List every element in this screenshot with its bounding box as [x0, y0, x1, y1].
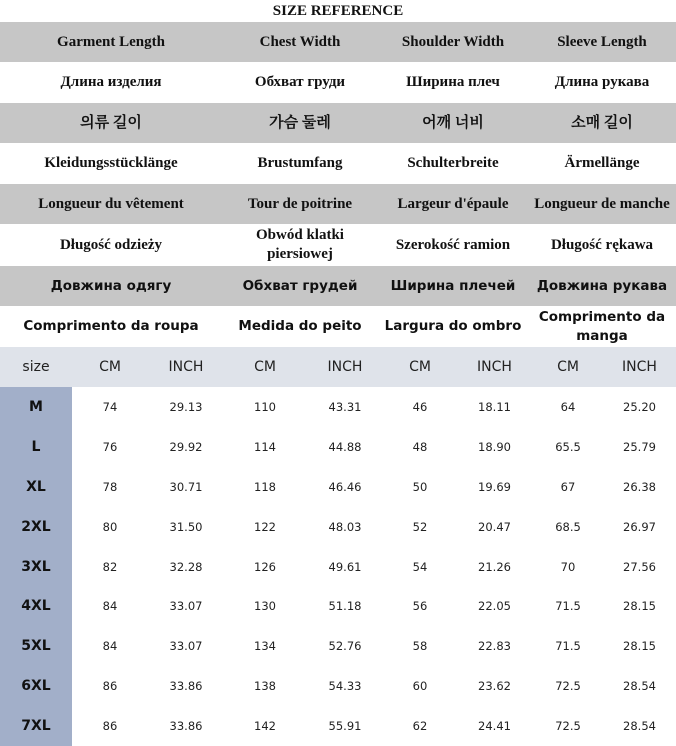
label-sleeve-length: Długość rękawa [550, 236, 654, 253]
table-cell: 19.69 [478, 479, 511, 494]
table-cell: 49.61 [328, 559, 362, 574]
table-cell: 44.88 [328, 439, 362, 454]
table-cell: 20.47 [478, 519, 511, 534]
table-cell: 22.83 [478, 639, 511, 654]
unit-header: INCH [622, 359, 657, 375]
table-cell: 74 [102, 399, 118, 414]
table-cell: 82 [102, 559, 118, 574]
label-garment-length: Długość odzieży [59, 236, 163, 253]
label-garment-length: Longueur du vêtement [38, 195, 184, 212]
table-cell: 84 [102, 599, 118, 614]
table-cell: 122 [254, 519, 276, 534]
label-chest-width: Tour de poitrine [247, 195, 353, 212]
table-cell: 56 [412, 599, 428, 614]
unit-header: CM [99, 359, 121, 375]
table-cell: 33.86 [169, 719, 203, 734]
table-cell: 54.33 [328, 679, 362, 694]
label-garment-length: Comprimento da roupa [23, 318, 199, 334]
language-row [0, 103, 676, 143]
measurement-names-table [0, 22, 676, 347]
table-row [0, 387, 676, 427]
label-chest-width: Chest Width [259, 33, 341, 50]
label-sleeve-length: Ärmellänge [564, 155, 640, 171]
table-cell: 138 [254, 679, 276, 694]
label-garment-length: Длина изделия [60, 74, 162, 90]
label-garment-length: Kleidungsstücklänge [44, 155, 178, 171]
table-cell: 28.54 [623, 679, 656, 694]
table-cell: 25.79 [623, 439, 656, 454]
label-shoulder-width: 어깨 너비 [422, 114, 484, 131]
unit-header: INCH [168, 359, 204, 375]
table-cell: 46 [412, 399, 428, 414]
table-cell: 22.05 [478, 599, 511, 614]
table-cell: 118 [254, 479, 276, 494]
table-cell: 62 [412, 719, 428, 734]
table-row [0, 666, 676, 706]
size-label: 5XL [0, 626, 72, 666]
table-cell: 78 [102, 479, 118, 494]
table-cell: 55.91 [328, 719, 362, 734]
table-cell: 71.5 [555, 639, 581, 654]
table-cell: 18.90 [478, 439, 511, 454]
unit-header: CM [557, 359, 579, 375]
size-label: XL [0, 467, 72, 507]
language-row [0, 62, 676, 103]
table-cell: 48.03 [328, 519, 362, 534]
table-cell: 70 [560, 559, 576, 574]
unit-header: INCH [477, 359, 512, 375]
table-cell: 28.54 [623, 719, 656, 734]
unit-header: INCH [327, 359, 363, 375]
table-cell: 50 [412, 479, 428, 494]
table-cell: 58 [412, 639, 428, 654]
table-cell: 52.76 [328, 639, 362, 654]
table-cell: 72.5 [555, 679, 581, 694]
size-label: 7XL [0, 706, 72, 746]
table-cell: 60 [412, 679, 428, 694]
label-garment-length: 의류 길이 [80, 114, 142, 131]
language-row [0, 224, 676, 266]
label-sleeve-length: Довжина рукава [536, 277, 668, 294]
table-cell: 51.18 [328, 599, 362, 614]
size-table [0, 387, 676, 746]
label-chest-width: Medida do peito [238, 318, 362, 334]
table-cell: 80 [102, 519, 118, 534]
table-cell: 76 [102, 439, 118, 454]
table-row [0, 706, 676, 746]
unit-header: CM [409, 359, 431, 375]
table-row [0, 467, 676, 507]
label-sleeve-length: 소매 길이 [571, 114, 633, 131]
table-cell: 84 [102, 639, 118, 654]
table-row [0, 626, 676, 666]
table-cell: 86 [102, 679, 118, 694]
label-shoulder-width: Ширина плечей [390, 277, 516, 294]
language-row [0, 143, 676, 184]
size-label: 4XL [0, 586, 72, 626]
table-cell: 114 [254, 439, 276, 454]
label-garment-length: Довжина одягу [50, 277, 172, 294]
language-row [0, 306, 676, 347]
page-title: SIZE REFERENCE [272, 3, 404, 19]
label-chest-width: Brustumfang [257, 155, 343, 171]
size-label: 3XL [0, 547, 72, 587]
table-cell: 65.5 [555, 439, 581, 454]
table-cell: 33.07 [169, 599, 203, 614]
table-cell: 71.5 [555, 599, 581, 614]
table-cell: 28.15 [623, 599, 656, 614]
table-cell: 27.56 [623, 559, 656, 574]
table-cell: 18.11 [478, 399, 511, 414]
table-cell: 28.15 [623, 639, 656, 654]
table-cell: 30.71 [169, 479, 203, 494]
table-cell: 110 [254, 399, 276, 414]
label-chest-width: 가슴 둘레 [269, 114, 331, 131]
table-cell: 23.62 [478, 679, 511, 694]
label-shoulder-width: Szerokość ramion [395, 236, 511, 253]
label-shoulder-width: Schulterbreite [407, 155, 499, 171]
table-cell: 33.86 [169, 679, 203, 694]
table-cell: 130 [254, 599, 276, 614]
label-sleeve-length: Sleeve Length [557, 33, 647, 50]
label-shoulder-width: Largeur d'épaule [397, 195, 509, 212]
table-cell: 26.38 [623, 479, 656, 494]
table-cell: 32.28 [169, 559, 203, 574]
size-label: 6XL [0, 666, 72, 706]
size-table-header [0, 347, 676, 387]
table-cell: 134 [254, 639, 276, 654]
table-cell: 43.31 [328, 399, 362, 414]
table-cell: 52 [412, 519, 428, 534]
unit-header: CM [254, 359, 276, 375]
label-shoulder-width: Shoulder Width [401, 33, 505, 50]
size-label: 2XL [0, 507, 72, 547]
table-cell: 72.5 [555, 719, 581, 734]
label-chest-width: Обхват груди [254, 74, 346, 90]
table-cell: 142 [254, 719, 276, 734]
table-cell: 24.41 [478, 719, 511, 734]
label-shoulder-width: Largura do ombro [384, 318, 522, 334]
label-garment-length: Garment Length [57, 33, 165, 50]
table-cell: 25.20 [623, 399, 656, 414]
size-header-label: size [22, 359, 50, 375]
table-cell: 26.97 [623, 519, 656, 534]
table-cell: 29.92 [169, 439, 203, 454]
table-cell: 48 [412, 439, 428, 454]
table-row [0, 427, 676, 467]
table-cell: 33.07 [169, 639, 203, 654]
label-sleeve-length: Comprimento da manga [538, 308, 666, 344]
table-row [0, 586, 676, 626]
table-cell: 29.13 [169, 399, 203, 414]
table-cell: 21.26 [478, 559, 511, 574]
language-row [0, 184, 676, 224]
table-cell: 64 [560, 399, 576, 414]
label-shoulder-width: Ширина плеч [406, 74, 500, 90]
size-label: M [0, 387, 72, 427]
table-cell: 67 [560, 479, 576, 494]
table-row [0, 547, 676, 587]
table-row [0, 507, 676, 547]
table-cell: 54 [412, 559, 428, 574]
size-table-body [0, 387, 676, 746]
language-row [0, 266, 676, 306]
label-sleeve-length: Длина рукава [554, 74, 650, 90]
language-row [0, 22, 676, 62]
table-cell: 68.5 [555, 519, 581, 534]
label-chest-width: Обхват грудей [242, 277, 358, 294]
table-cell: 86 [102, 719, 118, 734]
table-cell: 46.46 [328, 479, 362, 494]
label-sleeve-length: Longueur de manche [534, 195, 670, 212]
table-cell: 31.50 [169, 519, 203, 534]
size-label: L [0, 427, 72, 467]
table-cell: 126 [254, 559, 276, 574]
label-chest-width: Obwód klatki piersiowej [256, 227, 344, 262]
